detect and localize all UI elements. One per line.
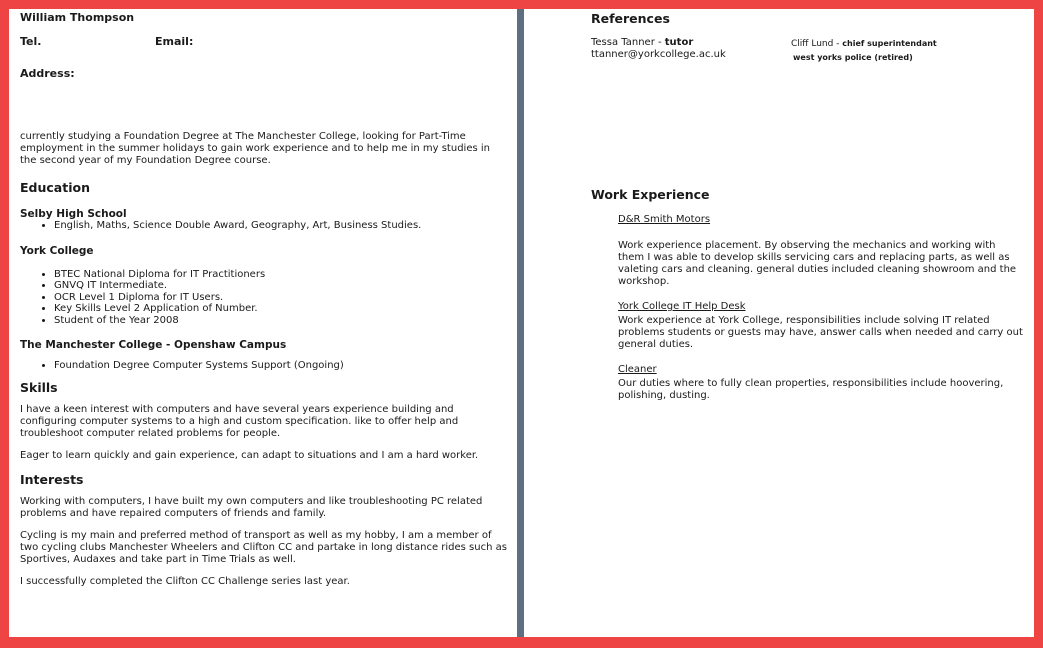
job-title: D&R Smith Motors <box>618 214 711 225</box>
cv-page-right <box>524 9 1034 637</box>
interests-heading: Interests <box>20 472 84 488</box>
job-title: Cleaner <box>618 364 657 375</box>
education-heading: Education <box>20 180 90 195</box>
list-item: • Foundation Degree Computer Systems Support (Ongoing) <box>54 360 507 372</box>
reference-email: ttanner@yorkcollege.ac.uk <box>591 49 726 60</box>
interests-paragraph: I successfully completed the Clifton CC Challenge series last year. <box>20 576 350 588</box>
contact-row <box>20 35 507 49</box>
page-divider <box>517 9 524 637</box>
interests-paragraph: Cycling is my main and preferred method of transport as well as my hobby, I am a member of two cycling clubs Manchester Wheelers and Clifton CC and partake in long distance rides such as Sportives, Audaxes and take part in Time Trials as well. <box>20 530 507 566</box>
school-items <box>20 360 507 372</box>
skills-paragraph: Eager to learn quickly and gain experience, can adapt to situations and I am a hard worker. <box>20 450 479 462</box>
work-experience-heading: Work Experience <box>591 187 710 202</box>
school-name: The Manchester College - Openshaw Campus <box>20 338 287 351</box>
address-label: Address: <box>20 67 75 80</box>
jobs-list <box>591 214 1024 402</box>
skills-paragraph: I have a keen interest with computers and have several years experience building and configuring computer systems to a high and custom specification. like to offer help and troubleshoot computer related problems for people. <box>20 404 459 440</box>
school-name: Selby High School <box>20 208 127 220</box>
reference-2 <box>791 37 937 65</box>
list-item: • Key Skills Level 2 Application of Number. <box>54 303 507 315</box>
tel-label: Tel. <box>20 35 42 48</box>
list-item: • English, Maths, Science Double Award, Geography, Art, Business Studies. <box>54 220 507 232</box>
references-heading: References <box>591 11 670 26</box>
list-item: • OCR Level 1 Diploma for IT Users. <box>54 292 507 304</box>
job-title: York College IT Help Desk <box>618 301 746 312</box>
list-item: • GNVQ IT Intermediate. <box>54 280 507 292</box>
cv-page-left <box>9 9 517 637</box>
reference-name: Tessa Tanner - <box>591 37 665 48</box>
reference-name: Cliff Lund - <box>791 39 843 49</box>
email-label: Email: <box>155 35 194 48</box>
job-description: Work experience placement. By observing the mechanics and working with them I was able to develop skills servicing cars and replacing parts, as well as valeting cars and cleaning. general duties included cleaning showroom and the workshop. <box>618 240 1017 287</box>
reference-title: tutor <box>664 37 694 48</box>
skills-heading: Skills <box>20 380 58 396</box>
list-item: • BTEC National Diploma for IT Practitioners <box>54 269 507 281</box>
interests-paragraph: Working with computers, I have built my own computers and like troubleshooting PC related problems and have repaired computers of friends and family. <box>20 496 483 520</box>
candidate-name: William Thompson <box>20 11 135 24</box>
school-items <box>20 269 507 327</box>
reference-org: west yorks police (retired) <box>793 53 913 62</box>
job-description: Work experience at York College, responsibilities include solving IT related problems students or guests may have, answer calls when needed and carry out general duties. <box>618 315 1023 350</box>
school-items <box>20 220 507 232</box>
school-name: York College <box>20 244 94 257</box>
list-item: • Student of the Year 2008 <box>54 315 507 327</box>
references-block <box>591 37 1024 77</box>
reference-1 <box>591 37 726 61</box>
profile-text: currently studying a Foundation Degree at The Manchester College, looking for Part-Time employment in the summer holidays to gain work experience and to help me in my studies in the second year of my Foundation Degree course. <box>20 131 490 166</box>
job-description: Our duties where to fully clean properties, responsibilities include hoovering, polishing, dusting. <box>618 378 1004 401</box>
reference-title: chief superintendant <box>842 39 937 48</box>
